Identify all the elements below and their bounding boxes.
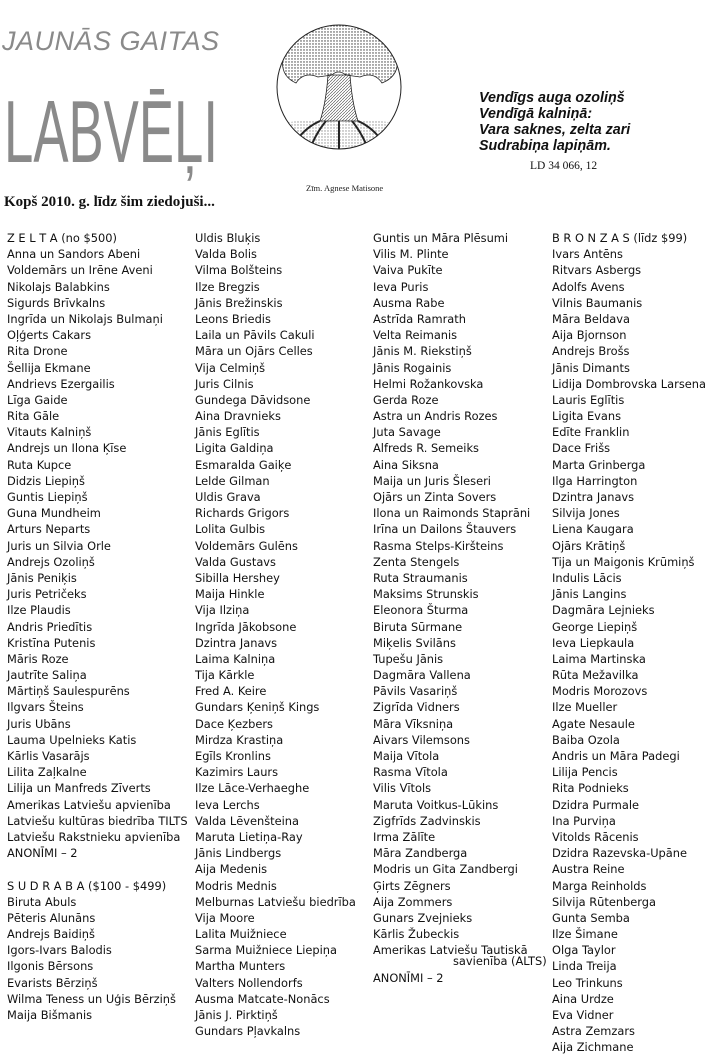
donor-name: Vilis M. Plinte [373,247,449,262]
donor-name: Vija Celmiņš [195,360,266,375]
donor-name: Valters Nollendorfs [195,975,303,990]
oak-tree-illustration [276,13,402,161]
donor-name: Ina Purviņa [552,813,616,828]
donor-name: Marta Grinberga [552,457,646,472]
donor-name: Māra un Ojārs Celles [195,344,313,359]
donor-name: Baiba Ozola [552,732,620,747]
donor-name: Dace Frišs [552,441,611,456]
donor-name: Esmaralda Gaiķe [195,457,292,472]
donor-name: Aija Zichmane [552,1040,634,1055]
donor-name: Ligita Galdiņa [195,441,274,456]
illustration-credit: Zīm. Agnese Matisone [306,183,384,193]
donor-name: Maksims Strunskis [373,587,479,602]
donor-name: Andrejs Baidiņš [7,927,95,942]
donor-name: Amerikas Latviešu Tautiskā [373,943,528,958]
donor-name: Astra un Andris Rozes [373,409,498,424]
donor-name: Andris un Māra Padegi [552,749,680,763]
donor-name: Jānis Peniķis [7,570,77,585]
donor-name: Dzidra Purmale [552,797,640,812]
donor-name: Voldemārs un Irēne Aveni [7,263,153,278]
donor-name: Melburnas Latviešu biedrība [195,894,356,909]
donor-name: Laima Kalniņa [195,651,276,666]
donor-name: Dagmāra Lejnieks [552,603,655,618]
donor-name: Modris Mednis [195,878,277,893]
donor-name: Austra Reine [552,862,625,877]
donor-name: Rasma Stelps-Kiršteins [373,538,504,553]
donor-name: Vija Moore [195,910,255,925]
donor-name: Ieva Lerchs [195,797,260,812]
donor-name: Guntis Liepiņš [7,490,88,504]
donor-name: Vilnis Baumanis [552,295,643,310]
donor-name: Ilgonis Bērsons [7,959,94,974]
donor-name: Valda Lēvenšteina [195,813,299,828]
donor-name: Sarma Muižniece Liepiņa [195,943,337,958]
donor-name: Amerikas Latviešu apvienība [7,797,171,812]
donor-name: Latviešu kultūras biedrība TILTS [7,813,188,828]
donor-name: Zenta Stengels [373,554,460,569]
donor-name: Gunars Zvejnieks [373,910,473,925]
donor-name: Rasma Vītola [373,765,448,780]
donor-name: Andrievs Ezergailis [7,376,115,391]
donor-name: Eleonora Šturma [373,603,469,618]
donor-name: Didzis Liepiņš [7,473,85,488]
donor-name: Jānis M. Riekstiņš [373,344,472,359]
donor-name: Lilija un Manfreds Zīverts [7,781,151,796]
donor-name: Guntis un Māra Plēsumi [373,231,509,245]
donor-name: Ausma Rabe [373,295,445,310]
donor-name: Evarists Bērziņš [7,975,98,990]
donor-name: Tupešu Jānis [373,651,444,666]
donor-name: Mirdza Krastiņa [195,732,284,747]
donor-name: Jānis J. Pirktiņš [195,1008,278,1022]
donor-name: Astrīda Ramrath [373,311,466,326]
donor-name: Rita Gāle [7,409,60,424]
donor-name: Alfreds R. Semeiks [373,441,479,456]
poem [479,90,630,154]
donor-name: Ilze Bregzis [195,279,260,294]
donor-name: Vilma Bolšteins [195,263,283,278]
donor-name: Olga Taylor [552,943,616,958]
donor-name: Valda Gustavs [195,554,276,569]
donor-name: Kazimirs Laurs [195,765,279,780]
donor-name: Anna un Sandors Abeni [7,247,141,262]
donor-name: Pāvils Vasariņš [373,684,458,699]
donor-name: Aina Siksna [373,457,439,472]
donor-name: Rita Drone [7,344,68,359]
intro-heading: Kopš 2010. g. līdz šim ziedojuši... [4,194,215,210]
donor-name: Maruta Lietiņa-Ray [195,829,303,844]
donor-name: Ingrīda un Nikolajs Bulmaņi [7,311,163,326]
donor-name: Ojārs Krātiņš [552,538,626,553]
donor-name: Aija Medenis [195,862,268,877]
donor-name: Laila un Pāvils Cakuli [195,328,315,343]
donor-name: Māra Vīksniņa [373,716,454,731]
donor-name: Ruta Kupce [7,457,72,472]
donor-name: Lilija Pencis [552,765,618,780]
donor-name: Guna Mundheim [7,506,101,521]
donor-name: Aija Bjornson [552,328,627,343]
donor-name: Māra Zandberga [373,846,468,861]
donor-name: Šellija Ekmane [7,360,91,375]
donor-name: Ilze Plaudis [7,603,71,618]
donor-name: Juris Ubāns [7,716,71,731]
donor-name: Aija Zommers [373,894,453,909]
donor-name: Dzintra Janavs [552,490,635,504]
donor-name: Lauma Upelnieks Katis [7,732,137,747]
donor-name: Ilze Lāce-Verhaeghe [195,781,310,796]
donor-name: Jānis Dimants [552,360,630,375]
donor-name: Māris Roze [7,651,69,666]
donor-name: Juta Savage [373,425,441,440]
donor-name: Lalita Muižniece [195,927,287,942]
donor-name: Jānis Brežinskis [195,295,283,310]
donor-name: Irīna un Dailons Štauvers [373,522,517,537]
tier-heading: B R O N Z A S (līdz $99) [552,231,688,245]
donor-name: Adolfs Avens [552,279,625,294]
donor-name: Ieva Puris [373,279,429,294]
donor-name: Ojārs un Zinta Sovers [373,490,497,504]
donor-name: Silvija Jones [552,506,620,521]
donor-name: Dace Ķezbers [195,716,273,731]
donor-name: Laima Martinska [552,651,646,666]
donor-name: Astra Zemzars [552,1024,635,1039]
donor-column-4 [552,230,706,1056]
donor-name: Pēteris Alunāns [7,910,96,925]
donor-name: Ilona un Raimonds Staprāni [373,506,531,521]
tier-heading: Z E L T A (no $500) [7,231,117,245]
donor-name: Maija Bišmanis [7,1008,93,1022]
donor-name: Velta Reimanis [373,328,458,343]
donor-name: Jānis Lindbergs [195,846,282,861]
donor-name: Zigfrīds Zadvinskis [373,813,481,828]
donor-name: Gunta Semba [552,910,630,925]
donor-name: Zigrīda Vidners [373,700,460,715]
donor-name: Andrejs Brošs [552,344,630,359]
donor-name: Ritvars Asbergs [552,263,642,278]
donor-name: Edīte Franklin [552,425,630,440]
donor-name: Helmi Rožankovska [373,376,484,391]
donor-name: Juris Petričeks [7,587,87,602]
poem-reference: LD 34 066, 12 [530,160,598,172]
donor-name: savienība (ALTS) [453,954,547,969]
poem-line: Vendīgā kalniņā: [479,106,593,122]
donor-name: Vilis Vītols [373,781,432,796]
donor-name: Ausma Matcate-Nonācs [195,991,330,1006]
donor-name: Lidija Dombrovska Larsena [552,376,706,391]
donor-name: Jānis Langins [552,587,627,602]
journal-title: JAUNĀS GAITAS [2,26,220,56]
donor-name: Andris Priedītis [7,619,93,634]
donor-name: Agate Nesaule [552,716,635,731]
donor-name: Indulis Lācis [552,570,622,585]
donor-name: Ilga Harrington [552,473,638,488]
donor-name: Fred A. Keire [195,684,267,699]
donor-name: Māra Beldava [552,311,631,326]
anonymous-count: ANONĪMI – 2 [7,846,78,861]
donor-name: Igors-Ivars Balodis [7,943,112,958]
donor-name: Andrejs un Ilona Ķīse [7,441,127,456]
donor-name: Uldis Grava [195,490,261,504]
donor-name: Gundars Pļavkalns [195,1024,301,1039]
donor-name: Maruta Voitkus-Lūkins [373,797,499,812]
donor-name: Linda Treija [552,959,617,974]
donor-name: Dagmāra Vallena [373,668,471,683]
donor-name: Rita Podnieks [552,781,629,796]
donor-name: Miķelis Svilāns [373,635,456,650]
donor-name: Dzintra Janavs [195,635,278,650]
donor-name: Dzidra Razevska-Upāne [552,846,687,861]
donor-name: Uldis Bluķis [195,231,261,245]
donor-name: Marga Reinholds [552,878,647,893]
section-title-text: LABVĒĻI [4,82,218,181]
donor-name: Lolita Gulbis [195,522,266,537]
donor-name: Ligita Evans [552,409,622,424]
donor-name: Nikolajs Balabkins [7,279,110,294]
poem-line: Sudrabiņa lapiņām. [479,138,611,154]
donor-name: Maija Vītola [373,749,440,763]
donor-name: Oļģerts Cakars [7,328,92,343]
donor-name: Ivars Antēns [552,247,623,262]
donor-name: Jautrīte Saliņa [7,668,87,683]
donor-name: Tija un Maigonis Krūmiņš [552,554,695,569]
donor-name: Richards Grigors [195,506,290,521]
donor-name: Vaiva Pukīte [373,263,443,278]
donor-name: Arturs Neparts [7,522,91,537]
donor-name: Vitauts Kalniņš [7,425,92,440]
donor-name: Biruta Abuls [7,894,77,909]
tier-heading: S U D R A B A ($100 - $499) [7,878,167,893]
donor-name: Lauris Eglītis [552,392,625,407]
donor-name: Silvija Rūtenberga [552,894,656,909]
donor-name: Voldemārs Gulēns [195,538,298,553]
donor-name: Maija Hinkle [195,587,265,602]
donor-name: Modris Morozovs [552,684,648,699]
donor-name: Ģirts Zēgners [373,878,451,893]
donor-name: Jānis Eglītis [195,425,260,440]
donor-column-3 [373,230,547,986]
donor-name: Maija un Juris Šleseri [373,473,491,488]
donor-name: Liena Kaugara [552,522,634,537]
donor-name: Lilita Zaļkalne [7,765,87,780]
donor-name: Martha Munters [195,959,286,974]
spacer [7,861,188,877]
donor-name: Lelde Gilman [195,473,270,488]
donor-name: Egīls Kronlins [195,749,271,763]
donor-name: Modris un Gita Zandbergi [373,862,518,877]
donor-name: Vija Ilziņa [195,603,250,618]
donor-column-2 [195,230,356,1039]
section-title [0,68,224,181]
donor-name: Leons Briedis [195,311,271,326]
donor-name: Gundega Dāvidsone [195,392,311,407]
donor-name: Aina Urdze [552,991,614,1006]
donor-name: Valda Bolis [195,247,257,262]
donor-name: Ilze Mueller [552,700,618,715]
donor-name: Juris Cilnis [195,376,254,391]
donor-name: Gerda Roze [373,392,439,407]
donor-name: Biruta Sūrmane [373,619,463,634]
donor-name: Irma Zālīte [373,829,436,844]
donor-name: Jānis Rogainis [373,360,452,375]
donor-name: Ruta Straumanis [373,570,468,585]
donor-name: Rūta Mežavilka [552,668,639,683]
donor-name: Aivars Vilemsons [373,732,470,747]
donor-name: Līga Gaide [7,392,68,407]
donor-name: Vitolds Rācenis [552,829,639,844]
donor-name: Gundars Ķeniņš Kings [195,700,320,715]
donor-name: Sigurds Brīvkalns [7,295,106,310]
donor-name: Kārlis Žubeckis [373,927,460,942]
donor-name: Wilma Teness un Uģis Bērziņš [7,991,176,1006]
donor-name: Mārtiņš Saulespurēns [7,684,130,699]
donor-name: George Liepiņš [552,619,638,634]
donor-name: Ilgvars Šteins [7,700,84,715]
poem-line: Vendīgs auga ozoliņš [479,90,625,106]
donor-name: Sibilla Hershey [195,570,280,585]
donor-name: Tija Kārkle [195,668,255,683]
donor-name: Kārlis Vasarājs [7,749,90,763]
donor-name: Leo Trinkuns [552,975,623,990]
donor-column-1 [7,230,188,1023]
donor-name: Juris un Silvia Orle [7,538,111,553]
donor-name: Ilze Šimane [552,927,618,942]
donor-name: Eva Vidner [552,1008,614,1022]
donor-name: Ingrīda Jākobsone [195,619,297,634]
donor-name: Andrejs Ozoliņš [7,554,95,569]
poem-line: Vara saknes, zelta zari [479,122,631,138]
anonymous-count: ANONĪMI – 2 [373,970,444,985]
donor-name: Latviešu Rakstnieku apvienība [7,829,181,844]
donor-name: Kristīna Putenis [7,635,96,650]
donor-name: Aina Dravnieks [195,409,281,424]
donor-name: Ieva Liepkaula [552,635,635,650]
